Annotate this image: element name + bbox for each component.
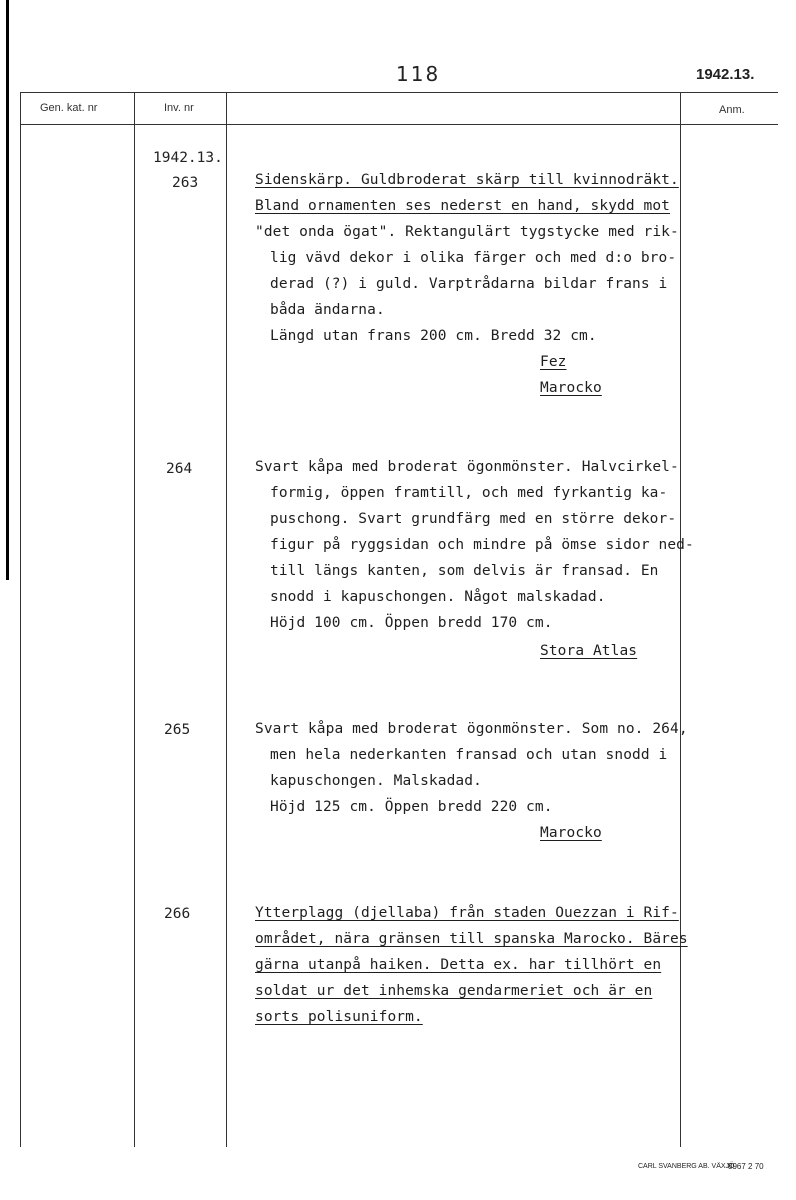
entry-line: formig, öppen framtill, och med fyrkantig ka- — [270, 485, 668, 501]
entry-line: gärna utanpå haiken. Detta ex. har tillhört en — [255, 957, 662, 973]
entry-line: men hela nederkanten fransad och utan snodd i — [270, 747, 668, 763]
place-label: Stora Atlas — [540, 643, 638, 659]
entry-line: båda ändarna. — [270, 302, 385, 318]
place-label: Marocko — [540, 380, 602, 396]
page-number: 118 — [396, 62, 441, 86]
form-number: 8967 2 70 — [728, 1162, 764, 1171]
entry-line: Ytterplagg (djellaba) från staden Ouezzan i Rif- — [255, 905, 679, 921]
column-rule-left — [20, 92, 21, 1147]
column-header-inv: Inv. nr — [164, 102, 194, 114]
entry-line: snodd i kapuschongen. Något malskadad. — [270, 589, 606, 605]
entry-line: derad (?) i guld. Varptrådarna bildar frans i — [270, 276, 668, 292]
entry-line: till längs kanten, som delvis är fransad. En — [270, 563, 659, 579]
entry-line: Höjd 125 cm. Öppen bredd 220 cm. — [270, 799, 553, 815]
column-rule-inv — [226, 92, 227, 1147]
entry-line: Bland ornamenten ses nederst en hand, skydd mot — [255, 198, 670, 214]
inventory-number: 263 — [172, 175, 199, 191]
place-label: Marocko — [540, 825, 602, 841]
entry-line: Höjd 100 cm. Öppen bredd 170 cm. — [270, 615, 553, 631]
entry-line: området, nära gränsen till spanska Marocko. Bäres — [255, 931, 688, 947]
entry-line: kapuschongen. Malskadad. — [270, 773, 482, 789]
entry-line: lig vävd dekor i olika färger och med d:o bro- — [270, 250, 677, 266]
column-header-gen-kat: Gen. kat. nr — [40, 102, 98, 114]
entry-line: puschong. Svart grundfärg med en större dekor- — [270, 511, 677, 527]
left-margin-bar — [6, 0, 9, 580]
catalog-group-number: 1942.13. — [153, 150, 223, 166]
entry-line: "det onda ögat". Rektangulärt tygstycke med rik- — [255, 224, 679, 240]
inventory-number: 265 — [164, 722, 191, 738]
entry-line: Sidenskärp. Guldbroderat skärp till kvinnodräkt. — [255, 172, 679, 188]
place-label: Fez — [540, 354, 567, 370]
printer-imprint: CARL SVANBERG AB. VÄXJÖ — [638, 1163, 735, 1170]
page-reference: 1942.13. — [696, 66, 755, 83]
inventory-number: 264 — [166, 461, 193, 477]
column-rule-anm — [680, 92, 681, 1147]
entry-line: Längd utan frans 200 cm. Bredd 32 cm. — [270, 328, 597, 344]
entry-line: Svart kåpa med broderat ögonmönster. Halvcirkel- — [255, 459, 679, 475]
entry-line: figur på ryggsidan och mindre på ömse sidor ned- — [270, 537, 694, 553]
inventory-number: 266 — [164, 906, 191, 922]
entry-line: Svart kåpa med broderat ögonmönster. Som no. 264, — [255, 721, 688, 737]
column-header-anm: Anm. — [719, 104, 745, 116]
entry-line: sorts polisuniform. — [255, 1009, 423, 1025]
column-rule-gen-kat — [134, 92, 135, 1147]
entry-line: soldat ur det inhemska gendarmeriet och är en — [255, 983, 653, 999]
